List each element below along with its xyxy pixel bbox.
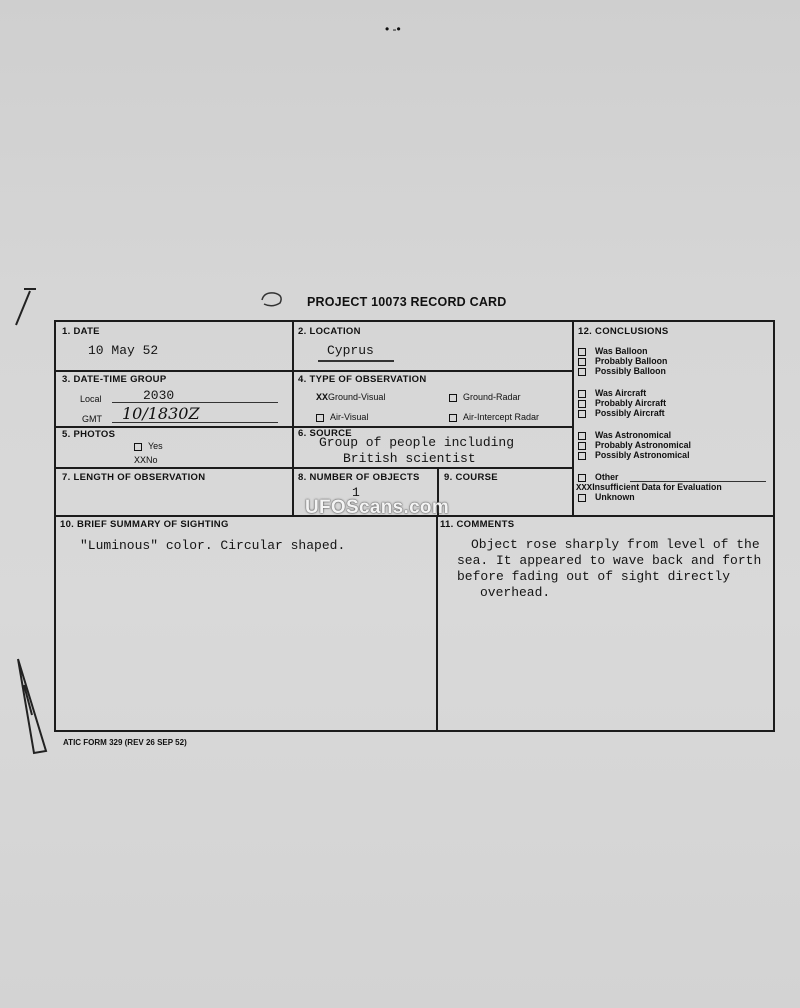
photos-no-mark: XX (134, 456, 147, 467)
checkbox-icon (578, 442, 586, 450)
conclusion-was-balloon (578, 346, 647, 356)
conclusion-probably-astronomical (578, 440, 691, 450)
location-underline (318, 360, 394, 362)
source-line-2: British scientist (343, 451, 476, 466)
card-right-border (773, 320, 775, 732)
location-value: Cyprus (327, 343, 374, 358)
brief-summary-text: "Luminous" color. Circular shaped. (80, 538, 346, 553)
card-bottom-border (54, 730, 775, 732)
conclusion-was-astronomical (578, 430, 671, 440)
conclusion-was-aircraft (578, 388, 646, 398)
conclusion-text: Insufficient Data for Evaluation (592, 482, 722, 492)
conclusion-text: Other (595, 472, 619, 482)
conclusion-possibly-astronomical (578, 450, 690, 460)
date-label: 1. DATE (62, 326, 100, 337)
photos-no-text: No (146, 455, 158, 465)
conclusion-possibly-balloon (578, 366, 666, 376)
location-label: 2. LOCATION (298, 326, 361, 337)
comments-line-3: before fading out of sight directly (457, 569, 731, 584)
row-divider-1 (54, 370, 573, 372)
obs-option-air-visual (316, 412, 368, 422)
checkbox-icon (578, 348, 586, 356)
conclusion-text: Possibly Astronomical (595, 450, 690, 460)
checkbox-icon (578, 452, 586, 460)
card-title: PROJECT 10073 RECORD CARD (307, 295, 507, 309)
length-of-observation-label: 7. LENGTH OF OBSERVATION (62, 472, 206, 483)
checkbox-icon (578, 474, 586, 482)
obs-air-visual-text: Air-Visual (330, 412, 369, 422)
photos-yes-option (134, 441, 163, 451)
local-label: Local (80, 394, 102, 404)
gmt-label: GMT (82, 414, 102, 424)
row-divider-3 (54, 467, 573, 469)
date-value: 10 May 52 (88, 343, 159, 358)
conclusion-text: Was Aircraft (595, 388, 647, 398)
conclusion-text: Possibly Balloon (595, 366, 666, 376)
punch-hole-mark (258, 290, 288, 310)
divider-col-2 (572, 320, 574, 516)
conclusion-text: Was Balloon (595, 346, 648, 356)
source-label: 6. SOURCE (298, 428, 352, 439)
card-top-border (54, 320, 775, 322)
course-label: 9. COURSE (444, 472, 498, 483)
source-line-1: Group of people including (319, 435, 515, 450)
comments-label: 11. COMMENTS (440, 519, 515, 530)
obs-ground-radar-text: Ground-Radar (463, 392, 521, 402)
conclusion-other (578, 472, 618, 482)
obs-air-intercept-text: Air-Intercept Radar (463, 412, 540, 422)
type-of-observation-label: 4. TYPE OF OBSERVATION (298, 374, 427, 385)
margin-check-mark (8, 285, 38, 330)
watermark: UFOScans.com (305, 497, 450, 518)
form-number: ATIC FORM 329 (REV 26 SEP 52) (63, 738, 187, 747)
number-of-objects-value: 1 (352, 485, 360, 500)
comments-line-2: sea. It appeared to wave back and forth (457, 553, 762, 568)
gmt-handwritten-value: 10/1830Z (122, 404, 200, 423)
photos-no-option (134, 455, 158, 467)
divider-summary-comments (436, 515, 438, 731)
conclusion-probably-balloon (578, 356, 667, 366)
local-blank (112, 402, 278, 403)
brief-summary-label: 10. BRIEF SUMMARY OF SIGHTING (60, 519, 229, 530)
checkbox-icon (449, 414, 457, 422)
obs-option-ground-radar (449, 392, 521, 402)
comments-line-1: Object rose sharply from level of the (471, 537, 760, 552)
obs-option-ground-visual (316, 392, 385, 404)
photos-label: 5. PHOTOS (62, 429, 116, 440)
checkbox-icon (134, 443, 142, 451)
date-time-group-label: 3. DATE-TIME GROUP (62, 374, 167, 385)
checkbox-icon (578, 432, 586, 440)
conclusions-label: 12. CONCLUSIONS (578, 326, 669, 337)
insufficient-data-mark: XXX (576, 483, 593, 493)
conclusion-unknown (578, 492, 635, 502)
divider-col-1 (292, 320, 294, 516)
card-left-border (54, 320, 56, 732)
checkbox-icon (578, 410, 586, 418)
checkbox-icon (449, 394, 457, 402)
checkbox-icon (578, 494, 586, 502)
conclusion-text: Possibly Aircraft (595, 408, 665, 418)
number-of-objects-label: 8. NUMBER OF OBJECTS (298, 472, 420, 483)
local-time-value: 2030 (143, 388, 175, 403)
obs-ground-visual-text: Ground-Visual (328, 392, 386, 402)
conclusion-text: Probably Astronomical (595, 440, 691, 450)
checkbox-icon (316, 414, 324, 422)
conclusion-possibly-aircraft (578, 408, 665, 418)
obs-ground-visual-mark: XX (316, 393, 329, 404)
checkbox-icon (578, 400, 586, 408)
comments-line-4: overhead. (480, 585, 551, 600)
conclusion-text: Unknown (595, 492, 635, 502)
checkbox-icon (578, 390, 586, 398)
conclusion-text: Probably Balloon (595, 356, 668, 366)
conclusion-probably-aircraft (578, 398, 666, 408)
conclusion-text: Probably Aircraft (595, 398, 667, 408)
photos-yes-text: Yes (148, 441, 163, 451)
checkbox-icon (578, 368, 586, 376)
checkbox-icon (578, 358, 586, 366)
scan-speck: • ‐• (385, 22, 401, 36)
conclusion-text: Was Astronomical (595, 430, 672, 440)
obs-option-air-intercept-radar (449, 412, 539, 422)
margin-arrow-mark (12, 655, 52, 760)
